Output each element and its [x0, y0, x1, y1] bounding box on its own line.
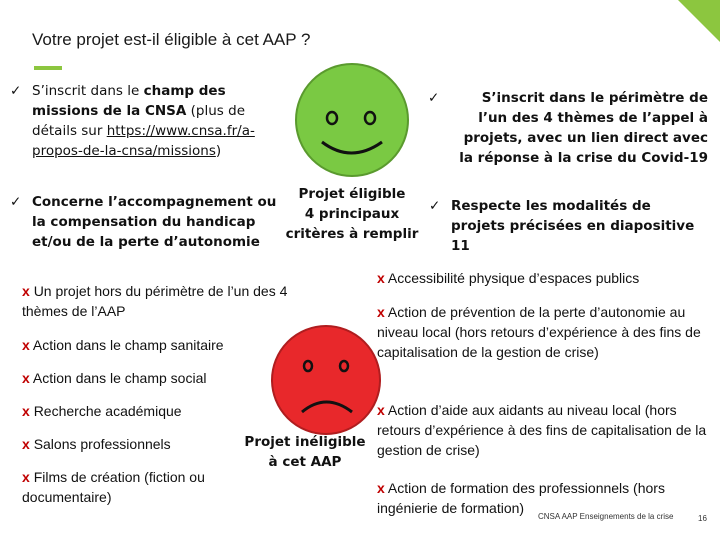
ineligible-label: Projet inéligible à cet AAP [244, 434, 366, 470]
page-number: 16 [698, 514, 707, 523]
cross-icon: x [22, 283, 30, 299]
cross-icon: x [377, 270, 385, 286]
corner-accent [678, 0, 720, 42]
criterion-autonomy: ✓ Concerne l’accompagnement ou la compensation du handicap et/ou de la perte d’autonomie [10, 194, 277, 250]
cross-icon: x [22, 436, 30, 452]
ineligible-item: x Action dans le champ social [22, 370, 207, 386]
happy-face-icon [292, 60, 412, 180]
ineligible-item: x Un projet hors du périmètre de l’un des 4 thèmes de l’AAP [22, 283, 288, 319]
ineligible-item: x Accessibilité physique d’espaces publics [377, 270, 640, 286]
check-icon: ✓ [10, 194, 22, 210]
title-underline [34, 66, 62, 70]
cross-icon: x [22, 337, 30, 353]
check-icon: ✓ [429, 198, 441, 214]
check-icon: ✓ [428, 90, 440, 106]
ineligible-item: x Action de prévention de la perte d’autonomie au niveau local (hors retours d’expérience à des fins de capitalisation de la gestion de crise) [377, 304, 701, 360]
criterion-modalities: ✓ Respecte les modalités de projets précisées en diapositive 11 [429, 198, 695, 254]
cross-icon: x [377, 480, 385, 496]
ineligible-item: x Action de formation des professionnels (hors ingénierie de formation) [377, 480, 665, 516]
cross-icon: x [22, 469, 30, 485]
ineligible-item: x Films de création (fiction ou documentaire) [22, 469, 205, 505]
check-icon: ✓ [10, 83, 22, 99]
cross-icon: x [377, 304, 385, 320]
missions-link[interactable]: https://www.cnsa.fr/a-propos-de-la-cnsa/missions [32, 123, 255, 159]
cross-icon: x [22, 370, 30, 386]
page-title: Votre projet est-il éligible à cet AAP ? [32, 30, 311, 49]
cross-icon: x [22, 403, 30, 419]
eligible-label: Projet éligible 4 principaux critères à remplir [285, 186, 419, 242]
ineligible-item: x Action d’aide aux aidants au niveau local (hors retours d’expérience à des fins de capitalisation de la gestion de crise) [377, 402, 707, 458]
footer-text: CNSA AAP Enseignements de la crise [538, 512, 674, 521]
criterion-theme: ✓ S’inscrit dans le périmètre de l’un des 4 thèmes de l’appel à projets, avec un lien direct avec la réponse à la crise du Covid-19 [428, 90, 708, 166]
criterion-mission: ✓ S’inscrit dans le champ des missions de la CNSA (plus de détails sur https://www.cnsa.fr/a-propos-de-la-cnsa/missions) [10, 83, 255, 159]
ineligible-item: x Recherche académique [22, 403, 182, 419]
ineligible-item: x Action dans le champ sanitaire [22, 337, 224, 353]
cross-icon: x [377, 402, 385, 418]
ineligible-item: x Salons professionnels [22, 436, 171, 452]
